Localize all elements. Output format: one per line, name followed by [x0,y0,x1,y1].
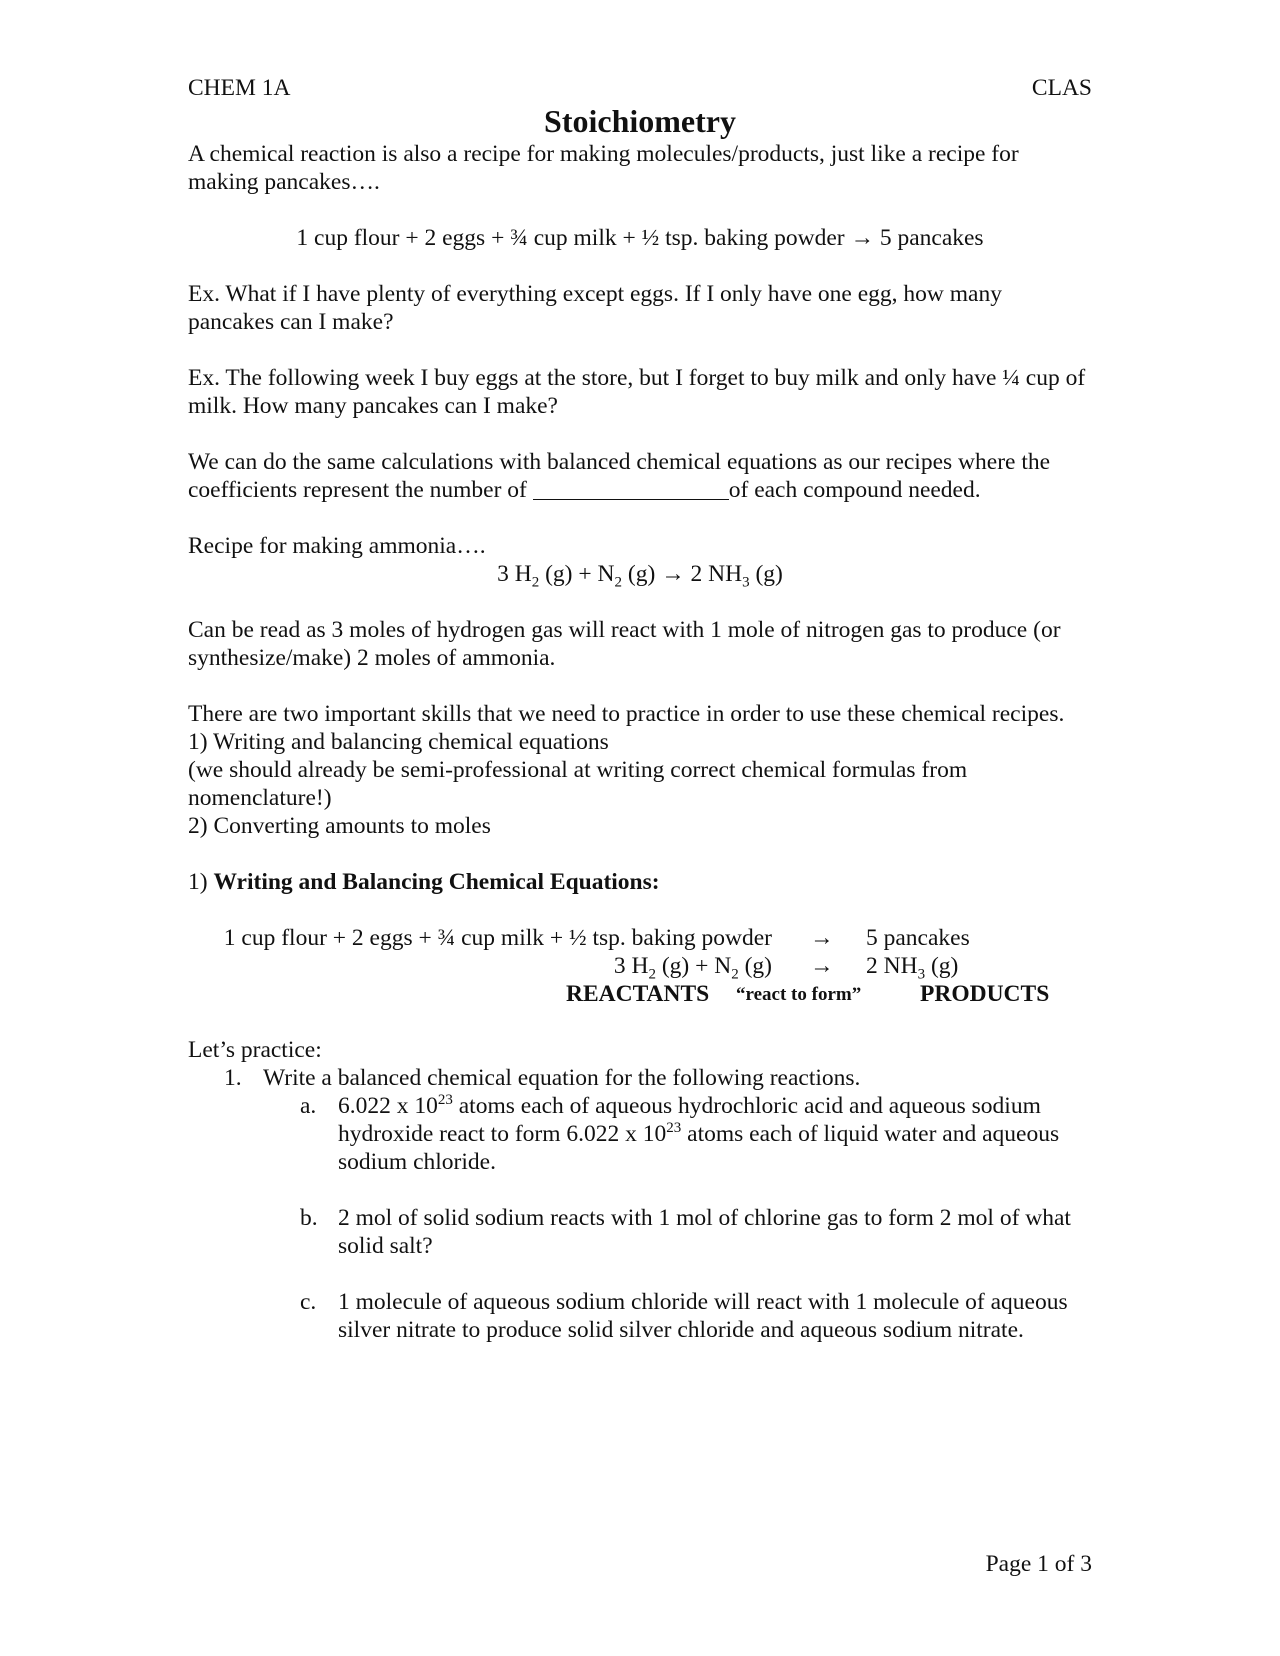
react-to-form-label: “react to form” [736,984,862,1005]
question-letter: a. [300,1093,317,1119]
example-milk: Ex. The following week I buy eggs at the store, but I forget to buy milk and only have ¼ cup of milk. How many pancakes can I make? [188,365,1086,419]
coefficients-text-end: of each compound needed. [728,477,981,503]
example-eggs: Ex. What if I have plenty of everything except eggs. If I only have one egg, how many pancakes can I make? [188,281,1002,335]
question-1 [188,1064,1092,1092]
skills-intro: There are two important skills that we need to practice in order to use these chemical recipes. [188,701,1065,727]
page-title: Stoichiometry [544,103,736,139]
arrow-icon: → [810,953,834,979]
question-number: 1. [224,1065,242,1091]
coefficients-text-start: We can do the same calculations with balanced chemical equations as our recipes where the coefficients represent the number of [188,449,1051,503]
practice-label: Let’s practice: [188,1037,322,1063]
ammonia-label: Recipe for making ammonia…. [188,533,486,559]
question-1a [188,1092,1092,1176]
ammonia-reactants: 3 $H_2$ $(g) + N_2$ (g) [613,953,772,983]
course-label: CHEM 1A [188,75,291,101]
question-1b [188,1204,1092,1260]
pancake-products: 5 pancakes [866,925,970,951]
fill-in-blank [533,477,729,500]
read-as-paragraph: Can be read as 3 moles of hydrogen gas will react with 1 mole of nitrogen gas to produce (or synthesize/make) 2 moles of ammonia. [188,617,1061,671]
program-label: CLAS [1031,75,1092,101]
question-letter: c. [300,1289,317,1315]
pancake-reactants: 1 cup flour + 2 eggs + ¾ cup milk + ½ tsp. baking powder [223,925,772,951]
question-letter: b. [300,1205,318,1231]
arrow-icon: → [810,925,834,951]
skill-2: 2) Converting amounts to moles [188,813,491,839]
coefficients-paragraph [188,448,1092,504]
skill-1-note: (we should already be semi-professional at writing correct chemical formulas from nomenclature!) [188,757,968,811]
skill-1: 1) Writing and balancing chemical equations [188,729,609,755]
section-1-heading: 1) Writing and Balancing Chemical Equations: [188,869,660,895]
intro-paragraph: A chemical reaction is also a recipe for making molecules/products, just like a recipe for making pancakes…. [188,141,1019,195]
reactants-label: REACTANTS [566,981,710,1007]
question-text: 2 mol of solid sodium reacts with 1 mol of chlorine gas to form 2 mol of what solid salt? [338,1205,1071,1259]
pancake-recipe: 1 cup flour + 2 eggs + ¾ cup milk + ½ tsp. baking powder → 5 pancakes [296,225,984,251]
ammonia-products: 2 $NH_3$ (g) [866,953,959,983]
recipe-comparison [188,924,1092,1008]
page-content [188,74,1092,1344]
question-text: Write a balanced chemical equation for the following reactions. [263,1065,861,1091]
products-label: PRODUCTS [920,981,1050,1007]
question-text: 6.022 x $10^{23}$ atoms each of aqueous hydrochloric acid and aqueous sodium hydroxide react to form 6.022 x $10^{23}$ atoms each of liquid water and aqueous sodium chloride. [338,1092,1060,1175]
question-text: 1 molecule of aqueous sodium chloride will react with 1 molecule of aqueous silver nitrate to produce solid silver chloride and aqueous sodium nitrate. [338,1289,1068,1343]
question-1c [188,1288,1092,1344]
page-number: Page 1 of 3 [985,1551,1092,1577]
ammonia-equation: 3 $H_2$ $(g) + N_2$ (g) → 2 $NH_3$ (g) [497,561,783,591]
page-header [188,74,1092,104]
